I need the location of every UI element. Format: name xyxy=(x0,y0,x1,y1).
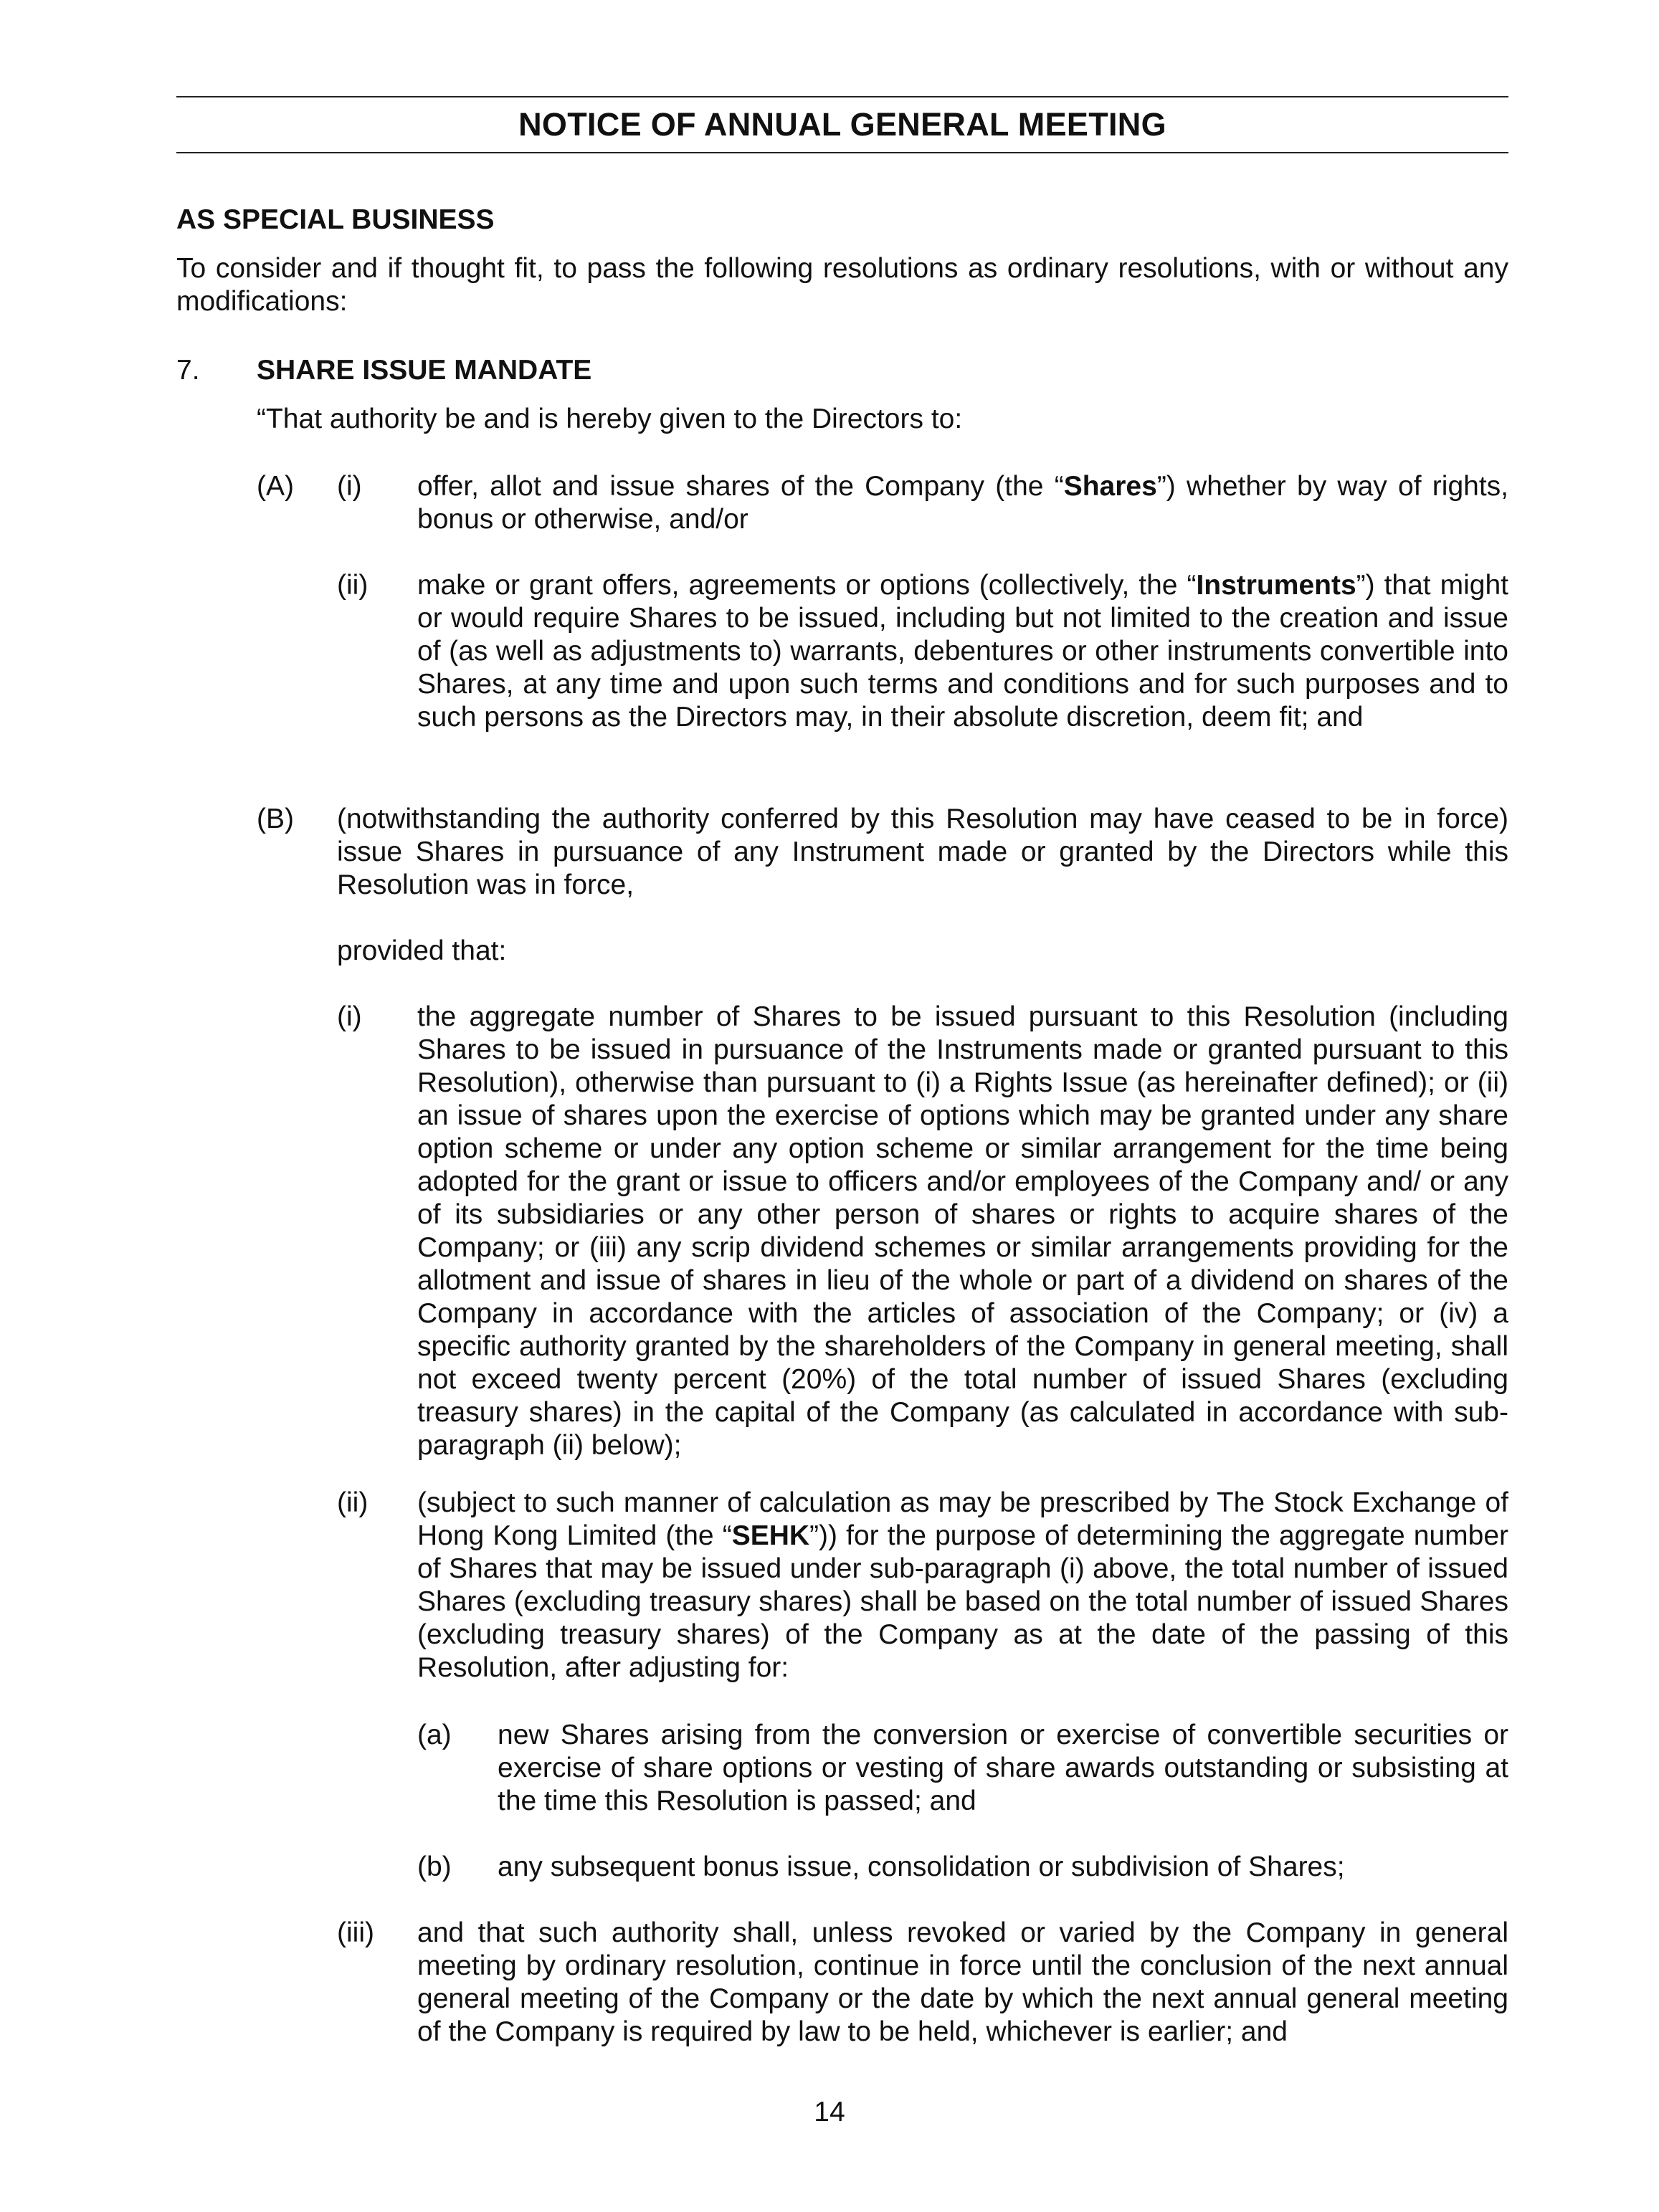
item-B-text: (notwithstanding the authority conferred by this Resolution may have ceased to be in force) issue Shares in pursuance of any Instrument made or granted by the Directors while this Resolution was in force, xyxy=(337,804,1508,900)
defined-term-sehk: SEHK xyxy=(731,1520,810,1551)
sub-item-a-text: new Shares arising from the conversion or exercise of convertible securities or exercise of share options or vesting of share awards outstanding or subsisting at the time this Resolution is passed; and xyxy=(498,1720,1508,1816)
proviso-label-ii: (ii) xyxy=(337,1487,369,1518)
page-number: 14 xyxy=(814,2097,845,2127)
sub-item-label-a: (a) xyxy=(417,1720,452,1750)
item-label-A-i: (i) xyxy=(337,471,362,502)
item-label-B: (B) xyxy=(257,804,294,834)
item-label-A-ii: (ii) xyxy=(337,570,369,601)
item-A-i-text: offer, allot and issue shares of the Company (the “Shares”) whether by way of rights, bonus or otherwise, and/or xyxy=(417,471,1508,535)
proviso-ii-text: (subject to such manner of calculation as may be prescribed by The Stock Exchange of Hong Kong Limited (the “SEHK”)) for the purpose of determining the aggregate number of Shares that may be issued under sub-paragraph (i) above, the total number of issued Shares (excluding treasury shares) shall be based on the total number of issued Shares (excluding treasury shares) of the Company as at the date of the passing of this Resolution, after adjusting for: xyxy=(417,1487,1508,1683)
resolution-lead: “That authority be and is hereby given to the Directors to: xyxy=(257,404,963,434)
item-label-A: (A) xyxy=(257,471,294,502)
section-heading: AS SPECIAL BUSINESS xyxy=(176,204,495,235)
page-title: NOTICE OF ANNUAL GENERAL MEETING xyxy=(518,106,1166,143)
header-top-rule xyxy=(176,96,1508,97)
sub-item-b-text: any subsequent bonus issue, consolidation or subdivision of Shares; xyxy=(498,1851,1345,1882)
proviso-i-text: the aggregate number of Shares to be issued pursuant to this Resolution (including Shares to be issued in pursuance of the Instruments made or granted pursuant to this Resolution), otherwise than pursuant to (i) a Rights Issue (as hereinafter defined); or (ii) an issue of shares upon the exercise of options which may be granted under any share option scheme or under any option scheme or similar arrangement for the time being adopted for the grant or issue to officers and/or employees of the Company and/ or any of its subsidiaries or any other person of shares or rights to acquire shares of the Company; or (iii) any scrip dividend schemes or similar arrangements providing for the allotment and issue of shares in lieu of the whole or part of a dividend on shares of the Company in accordance with the articles of association of the Company; or (iv) a specific authority granted by the shareholders of the Company in general meeting, shall not exceed twenty percent (20%) of the total number of issued Shares (excluding treasury shares) in the capital of the Company (as calculated in accordance with sub-paragraph (ii) below); xyxy=(417,1001,1508,1461)
intro-paragraph: To consider and if thought fit, to pass the following resolutions as ordinary resolutions, with or without any modifications: xyxy=(176,253,1508,317)
defined-term-instruments: Instruments xyxy=(1196,570,1356,601)
resolution-number: 7. xyxy=(176,355,200,386)
header-bottom-rule xyxy=(176,152,1508,153)
proviso-label-i: (i) xyxy=(337,1001,362,1032)
sub-item-label-b: (b) xyxy=(417,1851,452,1882)
proviso-iii-text: and that such authority shall, unless revoked or varied by the Company in general meeting by ordinary resolution, continue in force until the conclusion of the next annual general meeting of the Company or the date by which the next annual general meeting of the Company is required by law to be held, whichever is earlier; and xyxy=(417,1917,1508,2047)
defined-term-shares: Shares xyxy=(1063,471,1157,502)
item-A-ii-text: make or grant offers, agreements or options (collectively, the “Instruments”) that might or would require Shares to be issued, including but not limited to the creation and issue of (as well as adjustments to) warrants, debentures or other instruments convertible into Shares, at any time and upon such terms and conditions and for such purposes and to such persons as the Directors may, in their absolute discretion, deem fit; and xyxy=(417,570,1508,733)
provided-that: provided that: xyxy=(337,935,507,966)
resolution-title: SHARE ISSUE MANDATE xyxy=(257,355,592,386)
proviso-label-iii: (iii) xyxy=(337,1917,374,1948)
